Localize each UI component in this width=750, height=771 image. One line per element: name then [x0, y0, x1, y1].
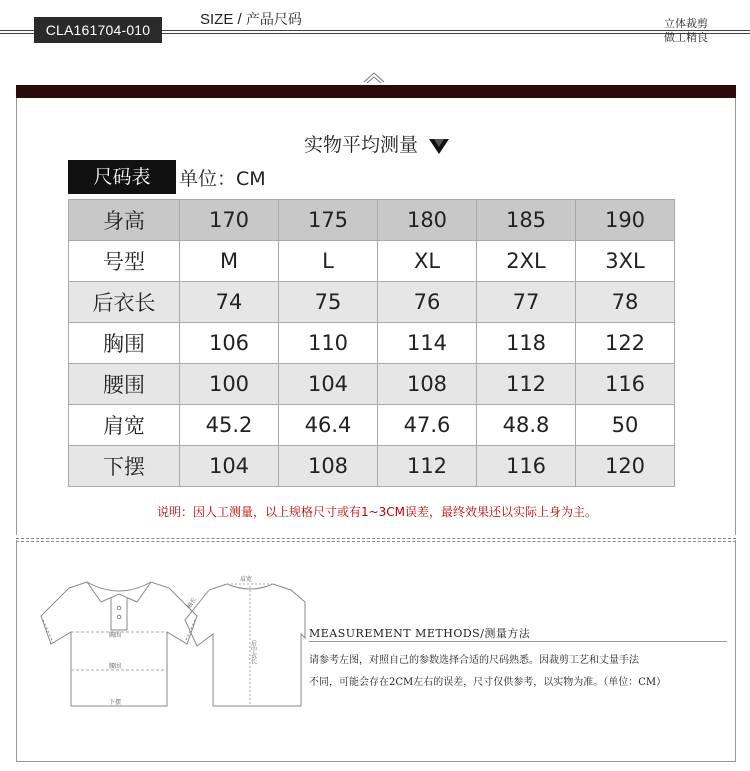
table-cell: 75 — [279, 282, 378, 323]
table-cell: M — [180, 241, 279, 282]
methods-line-2: 不同，可能会存在2CM左右的误差，尺寸仅供参考，以实物为准。（单位：CM） — [309, 677, 667, 688]
label-back-length: 后中衣长 — [249, 640, 257, 664]
table-row-chest — [69, 323, 675, 364]
table-cell: 78 — [576, 282, 675, 323]
table-cell: 190 — [576, 200, 675, 241]
table-cell: 46.4 — [279, 405, 378, 446]
label-sleeve: 袖长 — [185, 596, 199, 611]
table-cell: 116 — [576, 364, 675, 405]
table-cell: 76 — [378, 282, 477, 323]
methods-line-1: 请参考左图，对照自己的参数选择合适的尺码熟悉。因裁剪工艺和丈量手法 — [309, 655, 639, 666]
size-table — [68, 199, 675, 487]
label-hem: 下摆 — [109, 699, 122, 706]
table-cell: 106 — [180, 323, 279, 364]
table-cell: 114 — [378, 323, 477, 364]
dark-band — [16, 85, 736, 98]
front-shirt-illustration — [41, 582, 197, 706]
table-cell: 112 — [378, 446, 477, 487]
measurement-section — [16, 540, 736, 762]
row-label: 身高 — [69, 200, 180, 241]
table-cell: 100 — [180, 364, 279, 405]
table-cell: 120 — [576, 446, 675, 487]
table-cell: 110 — [279, 323, 378, 364]
size-chart-panel — [16, 98, 736, 535]
table-cell: 185 — [477, 200, 576, 241]
table-cell: 122 — [576, 323, 675, 364]
craft-note-line2: 做工精良 — [664, 31, 708, 44]
row-label: 号型 — [69, 241, 180, 282]
table-cell: 118 — [477, 323, 576, 364]
page-header — [0, 0, 750, 100]
table-cell: 170 — [180, 200, 279, 241]
table-row-size — [69, 241, 675, 282]
table-cell: 112 — [477, 364, 576, 405]
table-cell: 47.6 — [378, 405, 477, 446]
table-row-back-length — [69, 282, 675, 323]
size-title — [200, 9, 302, 29]
table-cell: 104 — [279, 364, 378, 405]
table-row-shoulder — [69, 405, 675, 446]
unit-label: 单位：CM — [179, 168, 266, 190]
label-waist: 腰围 — [109, 663, 122, 670]
size-title-en: SIZE — [200, 11, 234, 28]
back-shirt-illustration — [185, 584, 305, 706]
table-cell: 2XL — [477, 241, 576, 282]
table-cell: 104 — [180, 446, 279, 487]
table-cell: 175 — [279, 200, 378, 241]
table-row-hem — [69, 446, 675, 487]
table-cell: 77 — [477, 282, 576, 323]
table-cell: 116 — [477, 446, 576, 487]
methods-rule — [309, 641, 727, 642]
chevron-up-icon — [362, 70, 386, 84]
size-title-cn: 产品尺码 — [245, 11, 302, 27]
label-shoulder: 肩宽 — [240, 576, 253, 583]
error-note: 说明：因人工测量，以上规格尺寸或有1~3CM误差，最终效果还以实际上身为主。 — [156, 505, 598, 519]
table-cell: 180 — [378, 200, 477, 241]
table-cell: 108 — [279, 446, 378, 487]
craft-note — [664, 17, 708, 45]
table-cell: 48.8 — [477, 405, 576, 446]
craft-note-line1: 立体裁剪 — [664, 17, 708, 30]
size-title-sep: / — [237, 11, 242, 28]
size-chart-label: 尺码表 — [68, 160, 176, 194]
row-label: 后衣长 — [69, 282, 180, 323]
table-cell: 45.2 — [180, 405, 279, 446]
measure-title — [17, 130, 737, 157]
dashed-divider — [16, 538, 736, 539]
product-code: CLA161704-010 — [34, 17, 162, 43]
triangle-down-icon — [428, 137, 450, 155]
methods-title: MEASUREMENT METHODS/测量方法 — [309, 627, 531, 640]
table-cell: 50 — [576, 405, 675, 446]
row-label: 下摆 — [69, 446, 180, 487]
table-cell: 74 — [180, 282, 279, 323]
row-label: 腰围 — [69, 364, 180, 405]
table-cell: L — [279, 241, 378, 282]
row-label: 胸围 — [69, 323, 180, 364]
table-cell: XL — [378, 241, 477, 282]
table-cell: 3XL — [576, 241, 675, 282]
table-cell: 108 — [378, 364, 477, 405]
label-chest: 胸围 — [109, 632, 122, 639]
shirt-diagram — [37, 572, 307, 712]
row-label: 肩宽 — [69, 405, 180, 446]
table-row-height — [69, 200, 675, 241]
table-row-waist — [69, 364, 675, 405]
measure-title-text: 实物平均测量 — [303, 134, 418, 156]
